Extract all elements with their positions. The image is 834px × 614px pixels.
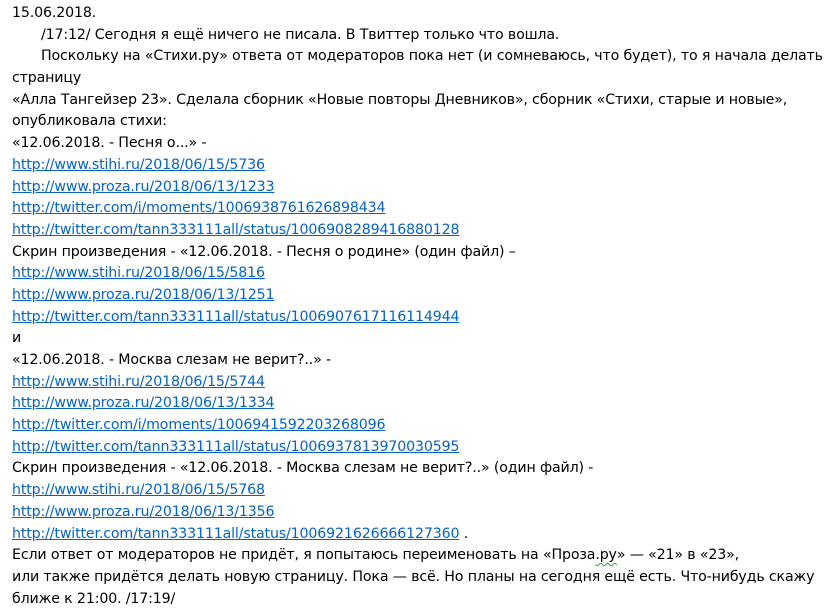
screen-1-link-proza[interactable]: http://www.proza.ru/2018/06/13/1251 bbox=[12, 286, 275, 303]
paragraph-3-line-2: опубликовала стихи: bbox=[12, 113, 167, 130]
work-1-link-proza[interactable]: http://www.proza.ru/2018/06/13/1233 bbox=[12, 178, 275, 195]
work-2-link-proza[interactable]: http://www.proza.ru/2018/06/13/1334 bbox=[12, 395, 275, 412]
screen-1-link-twitter-status[interactable]: http://twitter.com/tann333111all/status/1006907617116114944 bbox=[12, 308, 460, 325]
screen-2-link-proza[interactable]: http://www.proza.ru/2018/06/13/1356 bbox=[12, 503, 275, 520]
paragraph-3-line-1: «Алла Тангейзер 23». Сделала сборник «Новые повторы Дневников», сборник «Стихи, старые и новые», bbox=[12, 91, 788, 108]
final-line-1-before: Если ответ от модераторов не придёт, я попытаюсь переименовать на «Проза bbox=[12, 547, 596, 564]
screen-2-tail: . bbox=[459, 525, 469, 542]
document-body bbox=[12, 3, 830, 610]
screen-2-link-stihi[interactable]: http://www.stihi.ru/2018/06/15/5768 bbox=[12, 482, 265, 499]
paragraph-2-line-2: страницу bbox=[12, 70, 82, 87]
final-line-2: или также придётся делать новую страницу. Пока — всё. Но планы на сегодня ещё есть. Что-нибудь скажу bbox=[12, 568, 815, 585]
date-line: 15.06.2018. bbox=[12, 5, 97, 21]
work-1-title: «12.06.2018. - Песня о...» - bbox=[12, 135, 207, 152]
paragraph-1: /17:12/ Сегодня я ещё ничего не писала. В Твиттер только что вошла. bbox=[41, 26, 560, 43]
final-line-1-after: » — «21» в «23», bbox=[616, 547, 740, 564]
work-1-link-stihi[interactable]: http://www.stihi.ru/2018/06/15/5736 bbox=[12, 156, 265, 173]
work-2-link-stihi[interactable]: http://www.stihi.ru/2018/06/15/5744 bbox=[12, 373, 265, 390]
screen-1-link-stihi[interactable]: http://www.stihi.ru/2018/06/15/5816 bbox=[12, 265, 265, 282]
work-1-link-twitter-moments[interactable]: http://twitter.com/i/moments/1006938761626898434 bbox=[12, 200, 386, 217]
spellcheck-squiggle: .ру bbox=[595, 547, 617, 564]
final-line-1 bbox=[12, 545, 830, 567]
screen-2-title: Скрин произведения - «12.06.2018. - Москва слезам не верит?..» (один файл) - bbox=[12, 460, 594, 477]
work-2-title: «12.06.2018. - Москва слезам не верит?..» - bbox=[12, 352, 331, 368]
screen-1-title: Скрин произведения - «12.06.2018. - Песня о родине» (один файл) – bbox=[12, 243, 516, 260]
screen-2-link-twitter-status[interactable]: http://twitter.com/tann333111all/status/1006921626666127360 bbox=[12, 525, 460, 542]
final-line-3: ближе к 21:00. /17:19/ bbox=[12, 590, 176, 607]
conjunction-line: и bbox=[12, 330, 22, 347]
work-2-link-twitter-status[interactable]: http://twitter.com/tann333111all/status/1006937813970030595 bbox=[12, 438, 460, 455]
work-2-link-twitter-moments[interactable]: http://twitter.com/i/moments/1006941592203268096 bbox=[12, 417, 386, 434]
paragraph-2-line-1: Поскольку на «Стихи.ру» ответа от модераторов пока нет (и сомневаюсь, что будет), то я начала делать bbox=[41, 48, 823, 65]
work-1-link-twitter-status[interactable]: http://twitter.com/tann333111all/status/1006908289416880128 bbox=[12, 221, 460, 238]
